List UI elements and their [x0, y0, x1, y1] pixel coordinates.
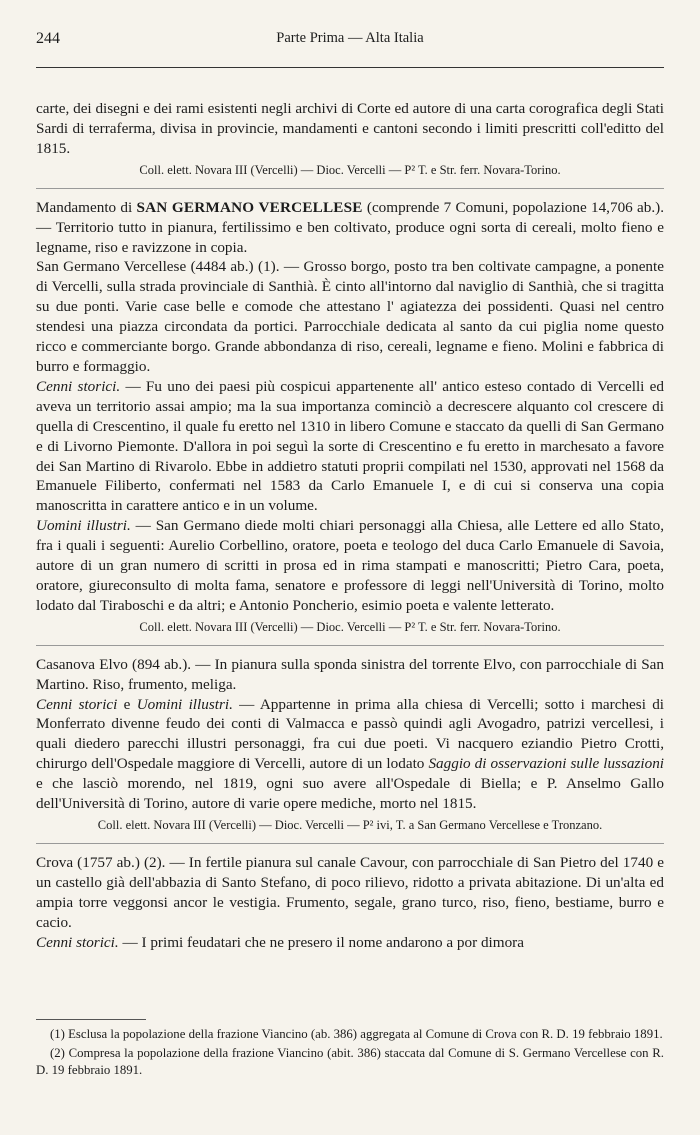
- footnote-1: (1) Esclusa la popolazione della frazione Viancino (ab. 386) aggregata al Comune di Crova con R. D. 19 febbraio 1891.: [50, 1026, 663, 1041]
- paragraph-cenni-storici-sg: [36, 377, 664, 516]
- casanova-book-title: Saggio di osservazioni sulle lussazioni: [428, 755, 665, 773]
- uomini-illustri-label: Uomini illustri.: [36, 517, 131, 535]
- crova-cenni-label: Cenni storici.: [36, 933, 119, 951]
- cenni-storici-label: Cenni storici.: [36, 377, 121, 395]
- casanova-text-2: e che lasciò morendo, nel 1819, ogni suo avere all'Ospedale di Biella; e P. Anselmo Gallo dell'Università di Torino, autore di varie opere mediche, morto nel 1815.: [36, 775, 664, 813]
- page-number: 244: [36, 30, 60, 47]
- paragraph-san-germano: San Germano Vercellese (4484 ab.) (1). — Grosso borgo, posto tra ben coltivate campagne, a ponente di Vercelli, sulla strada provinciale di Santhià. È cinto all'intorno dal naviglio di Santhià, che si tragitta su due ponti. Varie case belle e comode che attestano l' agiatezza dei possidenti. Quasi nel centro stendesi una piazza circondata da portici. Parrocchiale dedicata al santo da cui piglia nome questo ricco e commerciante borgo. Grande abbondanza di riso, cereali, legname e fieno. Molini e fabbrica di burro e formaggio.: [36, 258, 664, 375]
- section-divider-3: [36, 843, 664, 844]
- casanova-label-uomini: Uomini illustri.: [136, 695, 233, 713]
- body-text: [36, 99, 664, 1079]
- collegio-line-3: Coll. elett. Novara III (Vercelli) — Dioc. Vercelli — P² ivi, T. a San Germano Vercellese e Tronzano.: [97, 818, 603, 832]
- casanova-label-cenni: Cenni storici: [36, 695, 118, 713]
- mandamento-text: (comprende 7 Comuni, popolazione 14,706 ab.). — Territorio tutto in pianura, fertilissimo e ben coltivato, produce ogni sorta di cereali, molto fieno e legname, riso e ravizzone in copia.: [36, 198, 664, 256]
- cenni-storici-text: — Fu uno dei paesi più cospicui appartenente all' antico esteso contado di Vercelli ed aveva un territorio assai ampio; ma la sua importanza cominciò a decrescere alquanto col crescere di quella di Crescentino, il quale fu eretto nel 1310 in libero Comune e staccato da quelli di San Germano e di Livorno Piemonte. D'allora in poi seguì la sorte di Crescentino e fu eretto in marchesato a favore dei San Martino di Rivarolo. Ebbe in addietro statuti proprii compilati nel 1530, approvati nel 1568 da Emanuele Filiberto, confermati nel 1583 da Carlo Emanuele I, e di cui si conserva una copia manoscritta in carattere antico e in un volume.: [36, 377, 664, 515]
- paragraph-uomini-illustri-sg: [36, 516, 664, 616]
- paragraph-casanova-cenni: [36, 695, 664, 814]
- casanova-text-1: — Appartenne in prima alla chiesa di Vercelli; sotto i marchesi di Monferrato divenne feudo dei conti di Valmacca e passò quindi agli Avogadro, patrizi vercellesi, i quali diedero parecchi illustri personaggi, fra cui due poeti. Vi nacquero eziandio Pietro Crotti, chirurgo dell'Ospedale maggiore di Vercelli, autore di un lodato: [36, 695, 665, 773]
- book-page: [0, 26, 700, 1135]
- collegio-line-2: Coll. elett. Novara III (Vercelli) — Dioc. Vercelli — P² T. e Str. ferr. Novara-Torino.: [139, 619, 561, 634]
- footnotes: [36, 1026, 664, 1079]
- paragraph-carte: carte, dei disegni e dei rami esistenti negli archivi di Corte ed autore di una carta corografica degli Stati Sardi di terraferma, divisa in provincie, mandamenti e cantoni secondo i limiti prescritti coll'editto del 1815.: [36, 100, 664, 157]
- casanova-and: e: [117, 695, 137, 713]
- uomini-illustri-text: — San Germano diede molti chiari personaggi alla Chiesa, alle Lettere ed allo Stato, fra i quali i seguenti: Aurelio Corbellino, oratore, poeta e teologo del duca Carlo Emanuele di Savoia, autore di un gran numero di scritti in prosa ed in rima stampati e manoscritti; Pietro Cara, poeta, oratore, giureconsulto di molta fama, senatore e professore di leggi nell'Università di Torino, molto lodato dal Tiraboschi e da altri; e Antonio Poncherio, esimio poeta e valente letterato.: [36, 517, 664, 614]
- section-divider-2: [36, 645, 664, 646]
- page-header: [36, 26, 664, 68]
- footnote-rule: [36, 1019, 146, 1020]
- paragraph-crova: Crova (1757 ab.) (2). — In fertile pianura sul canale Cavour, con parrocchiale di San Pietro del 1740 e un castello già dell'abbazia di Santo Stefano, di poco rilievo, ridotto a privata abitazione. Di un'alta ed ampia torre veggonsi ancor le vestigia. Frumento, segale, grano turco, riso, fieno, bestiame, burro e cacio.: [36, 854, 664, 931]
- collegio-line-1: Coll. elett. Novara III (Vercelli) — Dioc. Vercelli — P² T. e Str. ferr. Novara-Torino.: [139, 162, 561, 177]
- footnote-2: (2) Compresa la popolazione della frazione Viancino (abit. 386) staccata dal Comune di S. Germano Vercellese con R. D. 19 febbraio 1891.: [36, 1045, 664, 1077]
- paragraph-mandamento: [36, 198, 664, 258]
- crova-cenni-text: — I primi feudatari che ne presero il nome andarono a por dimora: [118, 933, 524, 951]
- paragraph-crova-cenni: [36, 933, 664, 953]
- mandamento-name: SAN GERMANO VERCELLESE: [136, 198, 363, 216]
- paragraph-casanova-elvo: Casanova Elvo (894 ab.). — In pianura sulla sponda sinistra del torrente Elvo, con parrocchiale di San Martino. Riso, frumento, meliga.: [36, 655, 664, 693]
- mandamento-lead: Mandamento di: [36, 198, 137, 216]
- running-title: Parte Prima — Alta Italia: [276, 30, 424, 46]
- section-divider-1: [36, 188, 664, 189]
